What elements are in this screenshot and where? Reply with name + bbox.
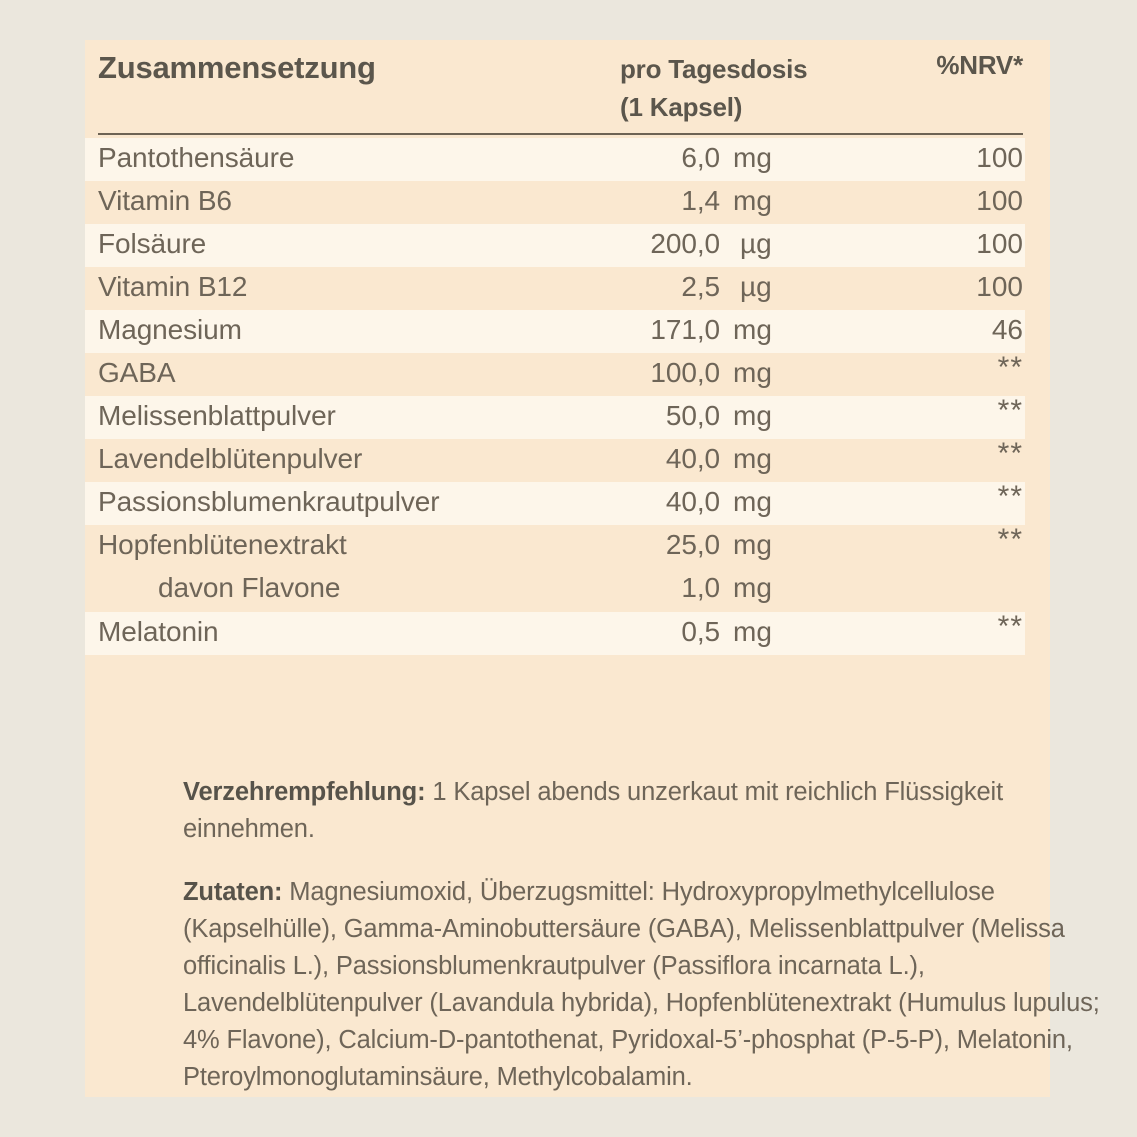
nrv-not-established: ** [997,480,1023,513]
table-row [85,138,1025,181]
nutrient-unit: mg [733,314,772,345]
nrv-value: 46 [991,314,1023,345]
nutrient-unit: mg [733,616,772,647]
table-row [85,396,1025,439]
intake-recommendation [183,774,1123,848]
column-header-per-dose-line2: (1 Kapsel) [620,92,743,122]
nutrient-unit: µg [740,228,772,259]
nutrient-amount: 50,0 [665,400,720,431]
nutrient-name: Pantothensäure [98,142,295,173]
nrv-not-established: ** [997,610,1023,643]
table-row [85,612,1025,655]
nutrient-name: GABA [98,357,176,388]
intake-recommendation-text: 1 Kapsel abends unzerkaut mit reichlich Flüssigkeit einnehmen. [183,778,1004,843]
nutrient-amount: 40,0 [665,443,720,474]
nutrient-unit: mg [733,142,772,173]
nrv-not-established: ** [997,394,1023,427]
table-row [85,482,1025,525]
nutrient-unit: mg [733,400,772,431]
table-row [85,525,1025,612]
header-divider [98,133,1023,135]
nutrient-amount: 200,0 [650,228,720,259]
column-header-nrv: %NRV* [936,50,1023,80]
table-header [85,40,1050,134]
column-header-per-dose [620,50,862,126]
intake-recommendation-label: Verzehrempfehlung: [183,778,426,806]
nutrient-amount: 40,0 [665,486,720,517]
nrv-value: 100 [976,228,1023,259]
nutrient-name: Vitamin B12 [98,271,248,302]
nutrient-amount: 6,0 [681,142,720,173]
notes-section [183,774,1123,1096]
nutrient-amount: 100,0 [650,357,720,388]
nrv-value: 100 [976,185,1023,216]
ingredients-label: Zutaten: [183,878,283,906]
ingredients-text: Magnesiumoxid, Überzugsmittel: Hydroxypropylmethylcellulose (Kapselhülle), Gamma-Aminobuttersäure (GABA), Melissenblattpulver (Melissa officinalis L.), Passionsblumenkrautpulver (Passiflora incarnata L.), Lavendelblütenpulver (Lavandula hybrida), Hopfenblütenextrakt (Humulus lupulus; 4% Flavone), Calcium-D-pantothenat, Pyridoxal-5’-phosphat (P-5-P), Melatonin, Pteroylmonoglutaminsäure, Methylcobalamin. [183,878,1100,1091]
nrv-value: 100 [976,142,1023,173]
nrv-not-established: ** [997,523,1023,556]
nutrient-name: Melissenblattpulver [98,400,336,431]
nrv-not-established: ** [997,437,1023,470]
nutrient-name: Melatonin [98,616,219,647]
nutrient-unit: mg [733,357,772,388]
nutrient-amount: 171,0 [650,314,720,345]
nutrient-unit: mg [733,486,772,517]
nutrient-name: Hopfenblütenextrakt [98,529,347,560]
nutrient-amount: 1,4 [681,185,720,216]
nutrient-unit: mg [733,185,772,216]
nrv-not-established: ** [997,351,1023,384]
table-row [85,439,1025,482]
nutrition-panel [85,40,1100,1097]
column-header-composition: Zusammensetzung [98,50,376,85]
table-row [85,267,1025,310]
nutrient-name: Passionsblumenkrautpulver [98,486,440,517]
nutrient-name: Folsäure [98,228,207,259]
nutrient-unit: mg [733,443,772,474]
nutrient-sub-unit: mg [733,572,772,603]
ingredients [183,874,1123,1096]
nutrient-unit: µg [740,271,772,302]
nutrient-amount: 25,0 [665,529,720,560]
nutrient-name: Magnesium [98,314,242,345]
nrv-value: 100 [976,271,1023,302]
nutrient-sub-name: davon Flavone [158,572,341,603]
table-row [85,310,1025,353]
table-row [85,353,1025,396]
nutrition-table-body [85,138,1050,655]
nutrient-unit: mg [733,529,772,560]
table-row [85,181,1025,224]
nutrient-sub-amount: 1,0 [681,572,720,603]
table-row [85,224,1025,267]
nutrient-name: Vitamin B6 [98,185,232,216]
nutrient-name: Lavendelblütenpulver [98,443,363,474]
column-header-per-dose-line1: pro Tagesdosis [620,54,808,84]
nutrient-amount: 0,5 [681,616,720,647]
nutrient-amount: 2,5 [681,271,720,302]
